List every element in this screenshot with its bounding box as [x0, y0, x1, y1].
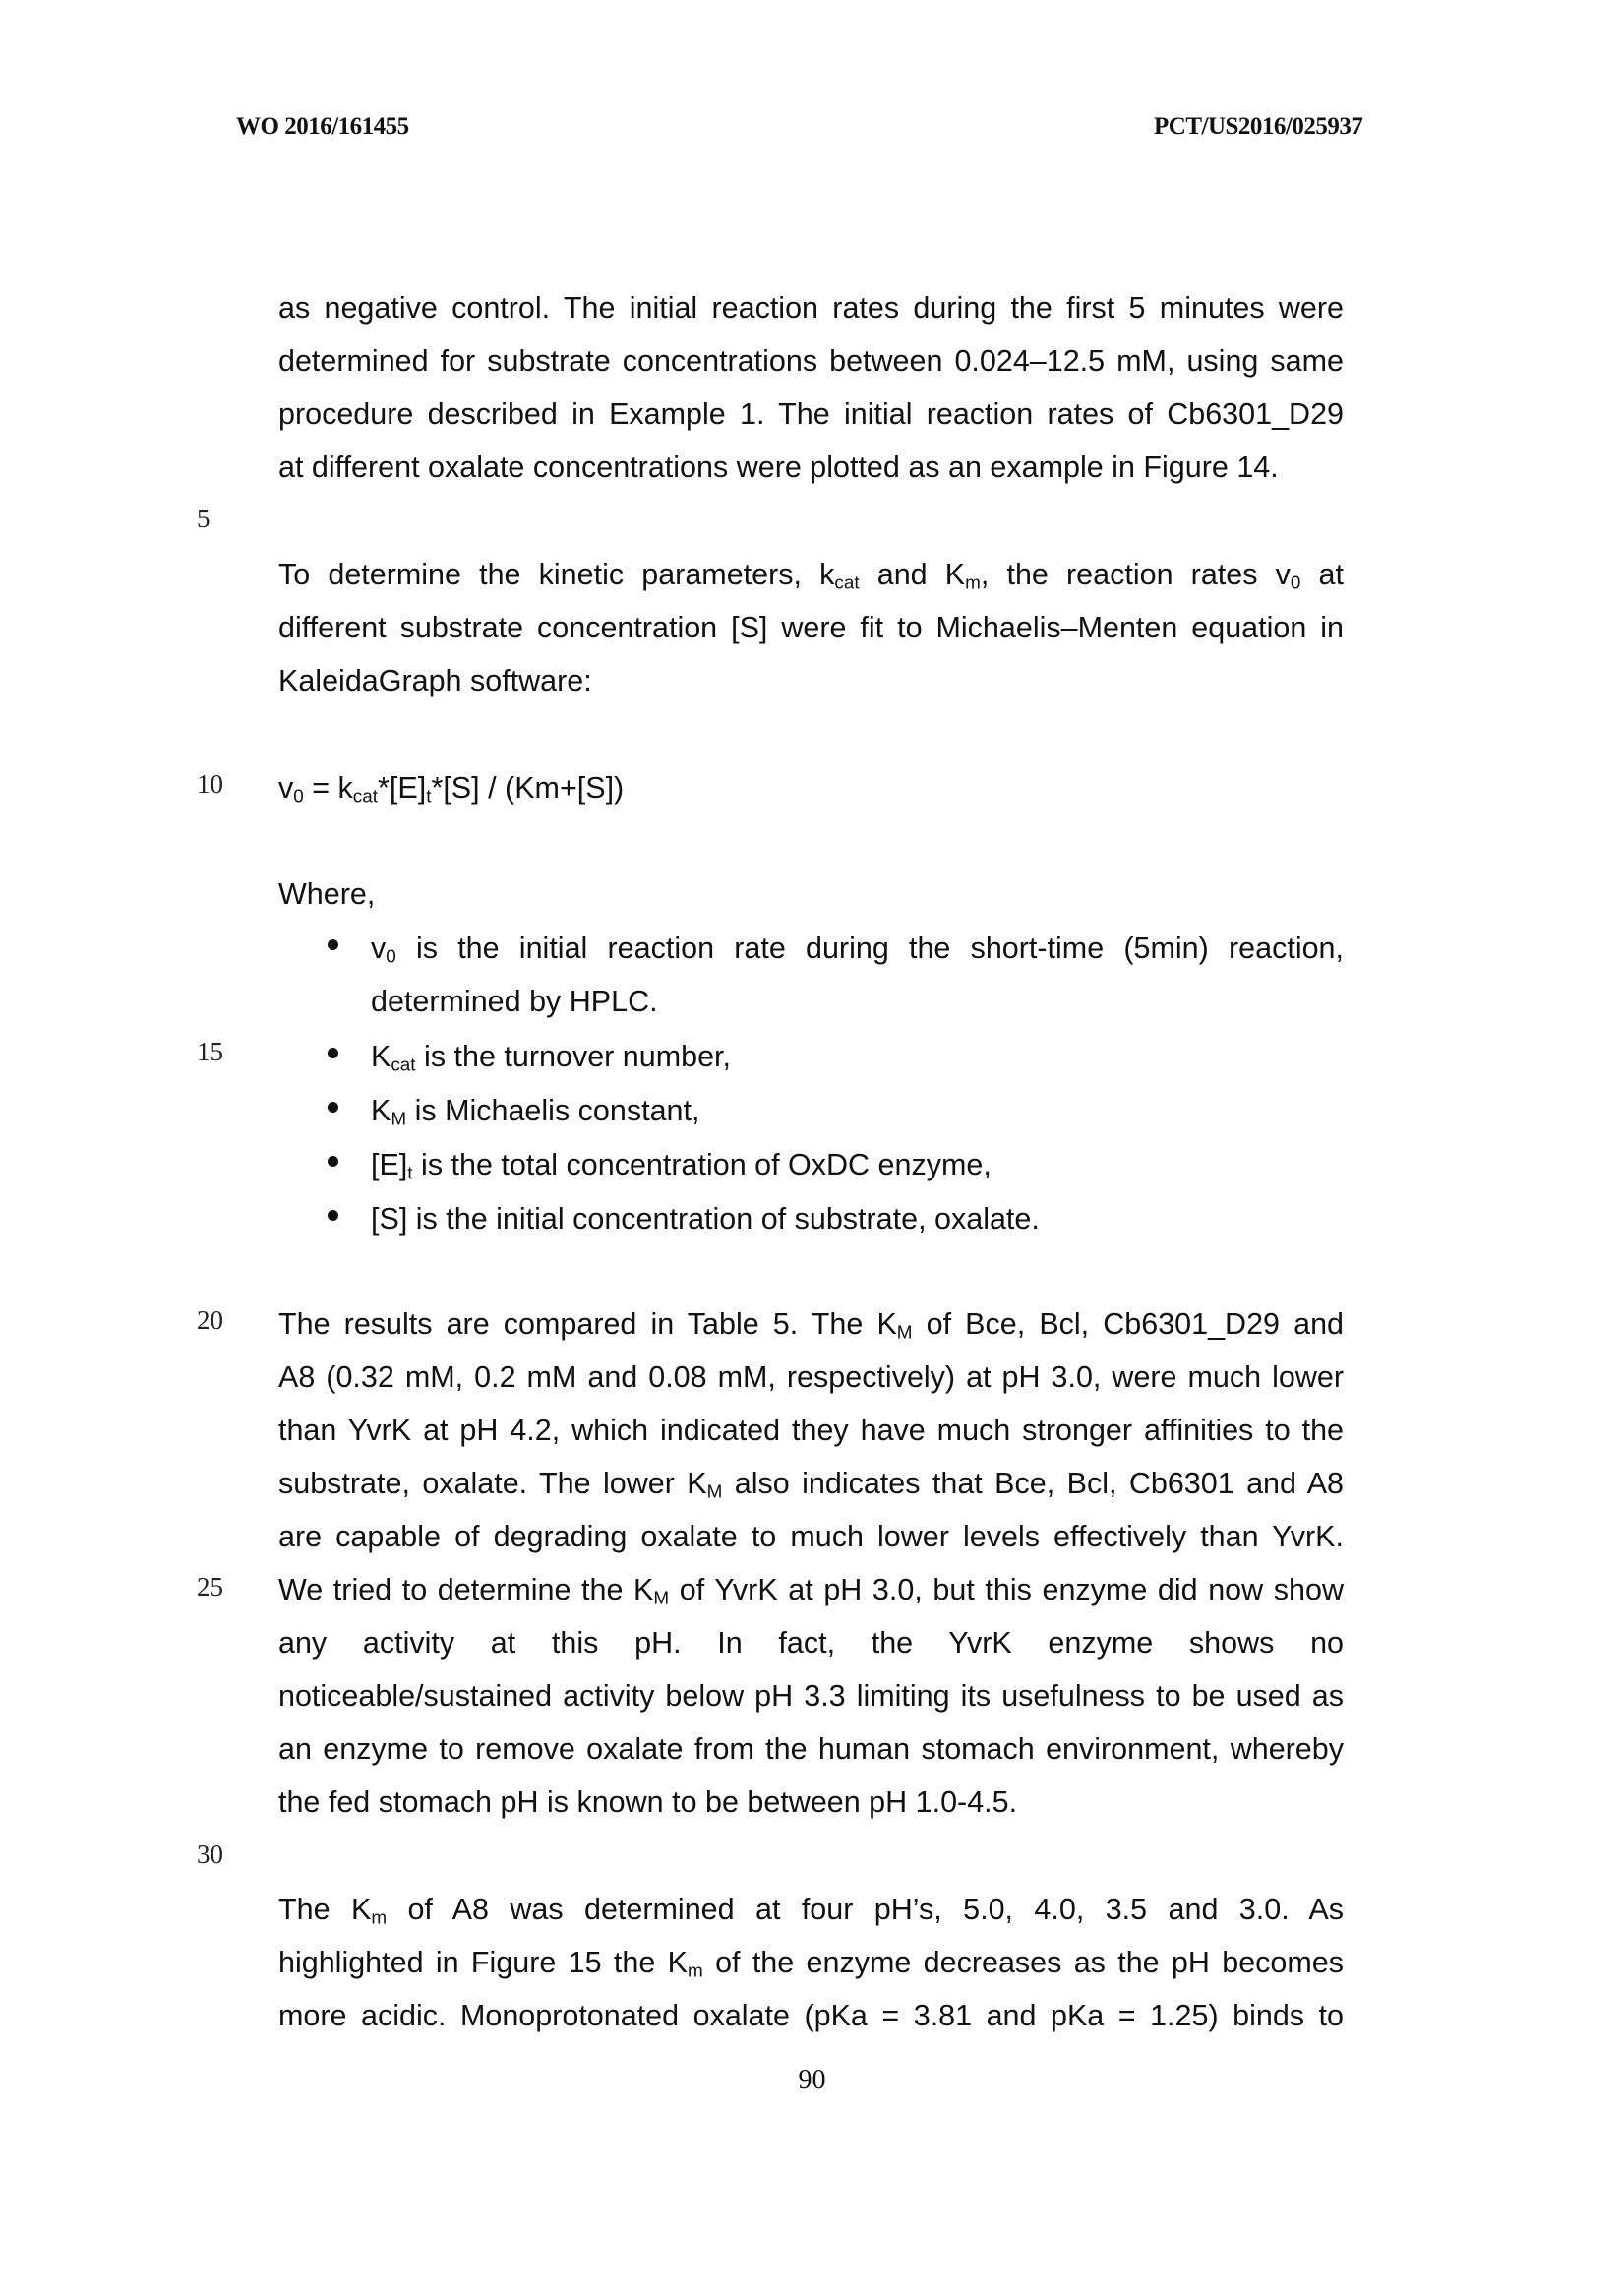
text-line: $[E]_t$ is the total concentration of OxDC enzyme, — [371, 1148, 992, 1184]
line-number-10: 10 — [197, 769, 223, 799]
michaelis-menten-equation: $v_0 = k_{cat}*[E]_t*[S] / (Km+[S])$ — [278, 771, 625, 808]
where-label: Where, — [278, 877, 376, 911]
bullet-icon — [328, 1156, 338, 1167]
text-line: the fed stomach pH is known to be between pH 1.0-4.5. — [278, 1785, 1018, 1819]
text-line: $v_0$ is the initial reaction rate during the short-time (5min) reaction, — [371, 932, 1344, 968]
line-number-5: 5 — [197, 504, 211, 533]
line-number-20: 20 — [197, 1305, 223, 1335]
text-line: procedure described in Example 1. The initial reaction rates of Cb6301_D29 — [278, 397, 1344, 431]
text-line: substrate, oxalate. The lower $K_M$ also indicates that Bce, Bcl, Cb6301 and A8 — [278, 1467, 1345, 1503]
text-line: at different oxalate concentrations were plotted as an example in Figure 14. — [278, 451, 1279, 484]
text-line: [S] is the initial concentration of substrate, oxalate. — [371, 1202, 1040, 1236]
line-number-15: 15 — [197, 1037, 223, 1066]
text-line: as negative control. The initial reaction rates during the first 5 minutes were — [278, 291, 1344, 325]
page-number: 90 — [798, 2065, 826, 2095]
line-number-30: 30 — [197, 1840, 223, 1869]
text-line: $K_{cat}$ is the turnover number, — [371, 1040, 731, 1076]
text-line: any activity at this pH. In fact, the YvrK enzyme shows no — [278, 1626, 1344, 1660]
text-line: more acidic. Monoprotonated oxalate (pKa = 3.81 and pKa = 1.25) binds to — [278, 1999, 1344, 2032]
text-line: $K_M$ is Michaelis constant, — [371, 1094, 700, 1130]
bullet-icon — [328, 1210, 338, 1221]
text-line: highlighted in Figure 15 the $K_m$ of the enzyme decreases as the pH becomes — [278, 1946, 1344, 1982]
text-line: A8 (0.32 mM, 0.2 mM and 0.08 mM, respectively) at pH 3.0, were much lower — [278, 1360, 1344, 1394]
text-line: than YvrK at pH 4.2, which indicated they have much stronger affinities to the — [278, 1414, 1344, 1447]
text-line: The results are compared in Table 5. The $K_M$ of Bce, Bcl, Cb6301_D29 and — [278, 1307, 1344, 1344]
text-line: We tried to determine the $K_M$ of YvrK at pH 3.0, but this enzyme did now show — [278, 1573, 1344, 1609]
text-line: determined for substrate concentrations between 0.024–12.5 mM, using same — [278, 344, 1344, 378]
publication-number: WO 2016/161455 — [236, 113, 409, 140]
bullet-icon — [328, 1048, 338, 1058]
text-line: different substrate concentration [S] were fit to Michaelis–Menten equation in — [278, 611, 1344, 644]
text-line: KaleidaGraph software: — [278, 664, 592, 697]
line-number-25: 25 — [197, 1572, 223, 1601]
text-line: an enzyme to remove oxalate from the human stomach environment, whereby — [278, 1732, 1344, 1766]
text-line: determined by HPLC. — [371, 985, 658, 1018]
bullet-icon — [328, 939, 338, 950]
application-number: PCT/US2016/025937 — [1154, 113, 1363, 140]
text-line: The $K_m$ of A8 was determined at four pH’s, 5.0, 4.0, 3.5 and 3.0. As — [278, 1893, 1345, 1929]
text-line: noticeable/sustained activity below pH 3.3 limiting its usefulness to be used as — [278, 1679, 1344, 1713]
bullet-icon — [328, 1102, 338, 1113]
text-line: are capable of degrading oxalate to much lower levels effectively than YvrK. — [278, 1520, 1344, 1553]
text-line: To determine the kinetic parameters, $k_{cat}$ and $K_m$, the reaction rates $v_0$ at — [278, 558, 1344, 594]
